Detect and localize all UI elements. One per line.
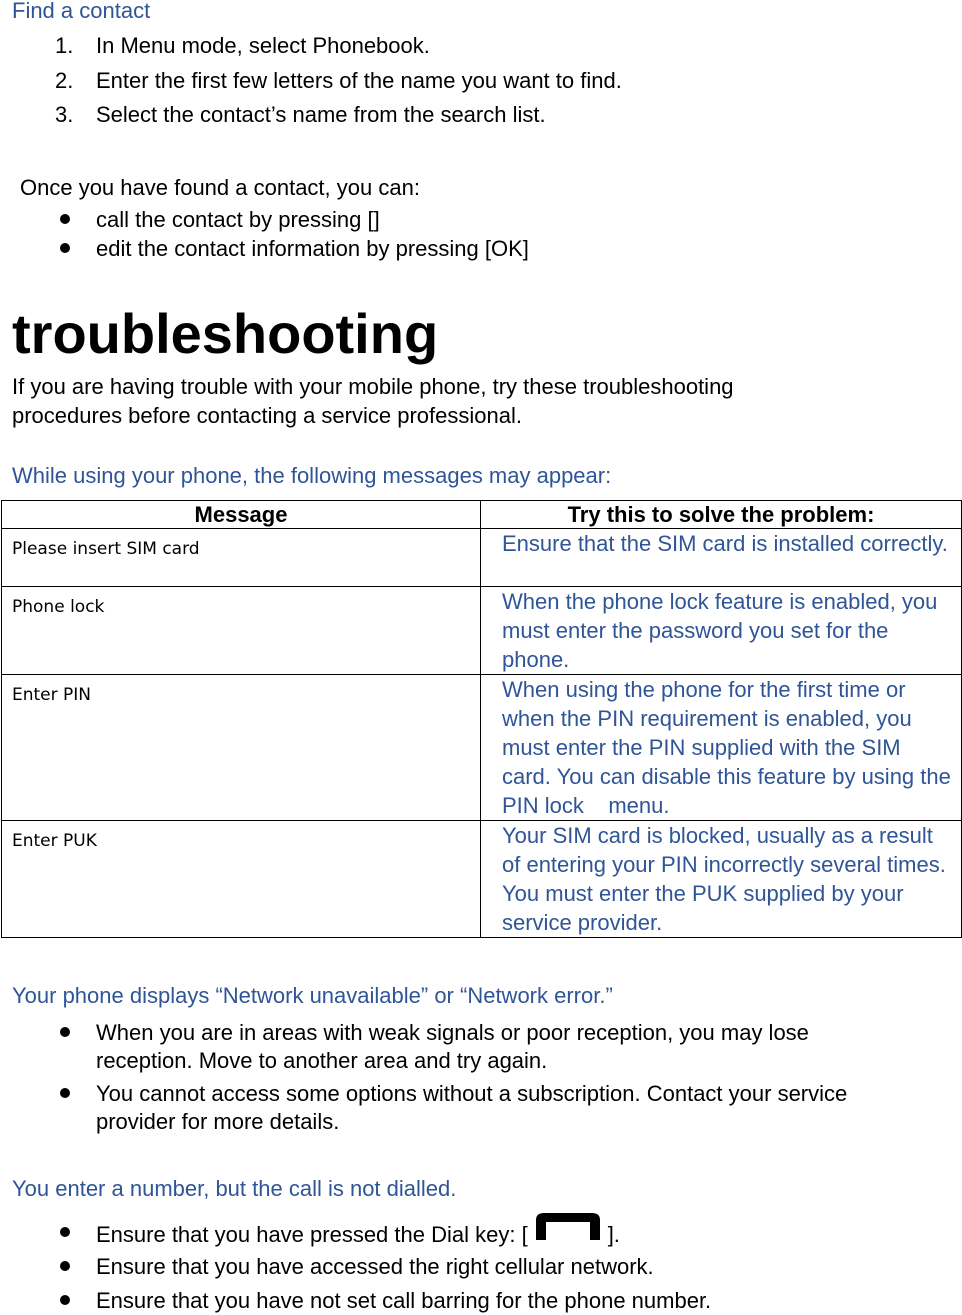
dial-item: Ensure that you have not set call barring for the phone number. (96, 1288, 712, 1313)
column-header-solution: Try this to solve the problem: (481, 501, 962, 529)
solution-cell: When the phone lock feature is enabled, you must enter the password you set for the phone. (481, 587, 962, 675)
option-call: call the contact by pressing [] (96, 207, 380, 232)
network-item-line: When you are in areas with weak signals or poor reception, you may lose (96, 1020, 809, 1045)
solution-cell: Ensure that the SIM card is installed correctly. (481, 529, 962, 587)
table-row (2, 821, 962, 938)
messages-heading: While using your phone, the following messages may appear: (12, 463, 612, 488)
column-header-message: Message (2, 501, 481, 529)
bullet-icon (60, 1088, 70, 1098)
solution-cell: Your SIM card is blocked, usually as a result of entering your PIN incorrectly several times. You must enter the PUK supplied by your service provider. (481, 821, 962, 938)
dial-item (96, 1218, 620, 1249)
page-title: troubleshooting (12, 302, 439, 365)
bullet-icon (60, 214, 70, 224)
step-number: 2. (55, 68, 74, 93)
table-row (2, 587, 962, 675)
step-number: 1. (55, 33, 74, 58)
table-row (2, 675, 962, 821)
table-header-row (2, 501, 962, 529)
messages-table (1, 500, 962, 938)
bullet-icon (60, 243, 70, 253)
message-cell: Phone lock (2, 587, 481, 675)
dial-item-text: Ensure that you have pressed the Dial key: [ (96, 1222, 528, 1247)
bullet-icon (60, 1261, 70, 1271)
intro-line: procedures before contacting a service professional. (12, 403, 522, 428)
message-cell: Enter PIN (2, 675, 481, 821)
bullet-icon (60, 1295, 70, 1305)
step-number: 3. (55, 102, 74, 127)
solution-cell: When using the phone for the first time or when the PIN requirement is enabled, you must enter the PIN supplied with the SIM card. You can disable this feature by using the PIN lock menu. (481, 675, 962, 821)
network-item-line: provider for more details. (96, 1109, 340, 1134)
network-item-line: reception. Move to another area and try again. (96, 1048, 548, 1073)
dial-item: Ensure that you have accessed the right cellular network. (96, 1254, 654, 1279)
contact-options-intro: Once you have found a contact, you can: (20, 175, 420, 200)
message-cell: Please insert SIM card (2, 529, 481, 587)
network-heading: Your phone displays “Network unavailable” or “Network error.” (12, 983, 613, 1008)
step-text: Select the contact’s name from the search list. (96, 102, 546, 127)
step-text: Enter the first few letters of the name you want to find. (96, 68, 622, 93)
bullet-icon (60, 1227, 70, 1237)
intro-line: If you are having trouble with your mobile phone, try these troubleshooting (12, 374, 734, 399)
find-contact-heading: Find a contact (12, 0, 151, 23)
table-row (2, 529, 962, 587)
option-edit: edit the contact information by pressing [OK] (96, 236, 529, 261)
bullet-icon (60, 1027, 70, 1037)
dial-item-text-end: ]. (607, 1222, 620, 1247)
step-text: In Menu mode, select Phonebook. (96, 33, 430, 58)
message-cell: Enter PUK (2, 821, 481, 938)
dial-heading: You enter a number, but the call is not dialled. (12, 1176, 457, 1201)
dial-key-icon (530, 1218, 606, 1244)
network-item-line: You cannot access some options without a subscription. Contact your service (96, 1081, 848, 1106)
